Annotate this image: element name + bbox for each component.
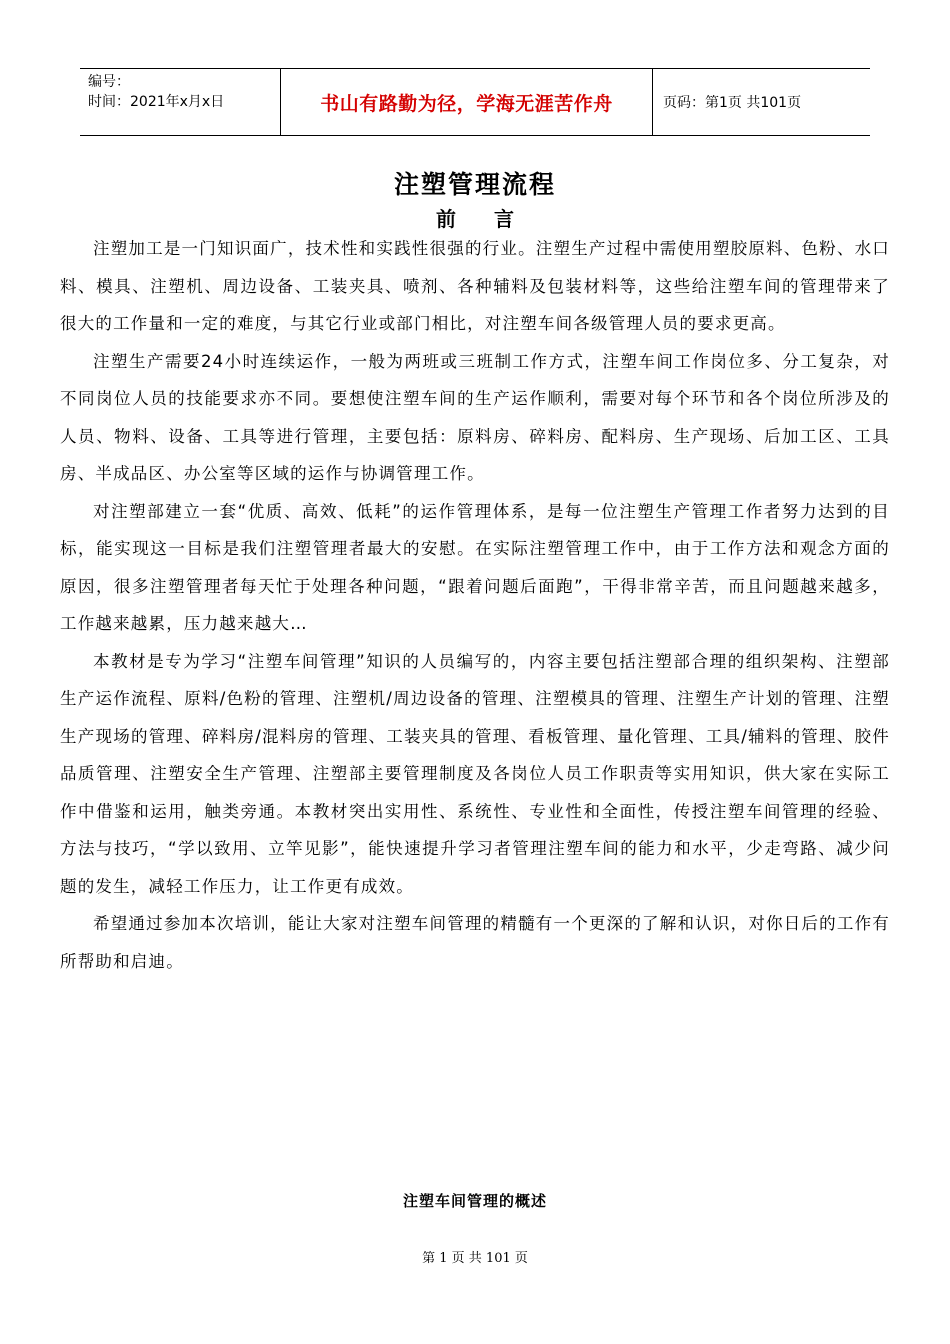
paragraph: 希望通过参加本次培训，能让大家对注塑车间管理的精髓有一个更深的了解和认识，对你日后的工作有所帮助和启迪。 <box>60 914 890 971</box>
page-footer: 第 1 页 共 101 页 <box>422 1251 528 1266</box>
preface-body <box>60 230 890 980</box>
header-page-info-cell <box>653 69 870 135</box>
document-title: 注塑管理流程 <box>393 170 556 199</box>
paragraph: 对注塑部建立一套“优质、高效、低耗”的运作管理体系，是每一位注塑生产管理工作者努力达到的目标，能实现这一目标是我们注塑管理者最大的安慰。在实际注塑管理工作中，由于工作方法和观念方面的原因，很多注塑管理者每天忙于处理各种问题，“跟着问题后面跑”，干得非常辛苦，而且问题越来越多，工作越来越累，压力越来越大… <box>60 501 890 633</box>
header-motto-cell <box>281 69 653 135</box>
header-meta <box>80 69 281 135</box>
number-label: 编号： <box>88 74 130 90</box>
preface-title: 前言 <box>436 207 552 231</box>
time-label: 时间：2021年x月x日 <box>88 94 225 110</box>
paragraph: 注塑加工是一门知识面广，技术性和实践性很强的行业。注塑生产过程中需使用塑胶原料、色粉、水口料、模具、注塑机、周边设备、工装夹具、喷剂、各种辅料及包装材料等，这些给注塑车间的管理带来了很大的工作量和一定的难度，与其它行业或部门相比，对注塑车间各级管理人员的要求更高。 <box>60 239 890 333</box>
section-heading: 注塑车间管理的概述 <box>402 1192 547 1210</box>
paragraph: 注塑生产需要24小时连续运作，一般为两班或三班制工作方式，注塑车间工作岗位多、分工复杂，对不同岗位人员的技能要求亦不同。要想使注塑车间的生产运作顺利，需要对每个环节和各个岗位所涉及的人员、物料、设备、工具等进行管理，主要包括：原料房、碎料房、配料房、生产现场、后加工区、工具房、半成品区、办公室等区域的运作与协调管理工作。 <box>60 351 890 483</box>
header-page-info: 页码：第1页 共101页 <box>663 95 802 111</box>
paragraph: 本教材是专为学习“注塑车间管理”知识的人员编写的，内容主要包括注塑部合理的组织架构、注塑部生产运作流程、原料/色粉的管理、注塑机/周边设备的管理、注塑模具的管理、注塑生产计划的管理、注塑生产现场的管理、碎料房/混料房的管理、工装夹具的管理、看板管理、量化管理、工具/辅料的管理、胶件品质管理、注塑安全生产管理、注塑部主要管理制度及各岗位人员工作职责等实用知识，供大家在实际工作中借鉴和运用，触类旁通。本教材突出实用性、系统性、专业性和全面性，传授注塑车间管理的经验、方法与技巧，“学以致用、立竿见影”，能快速提升学习者管理注塑车间的能力和水平，少走弯路、减少问题的发生，减轻工作压力，让工作更有成效。 <box>60 651 890 896</box>
document-header <box>80 68 870 136</box>
header-motto: 书山有路勤为径，学海无涯苦作舟 <box>320 92 613 115</box>
